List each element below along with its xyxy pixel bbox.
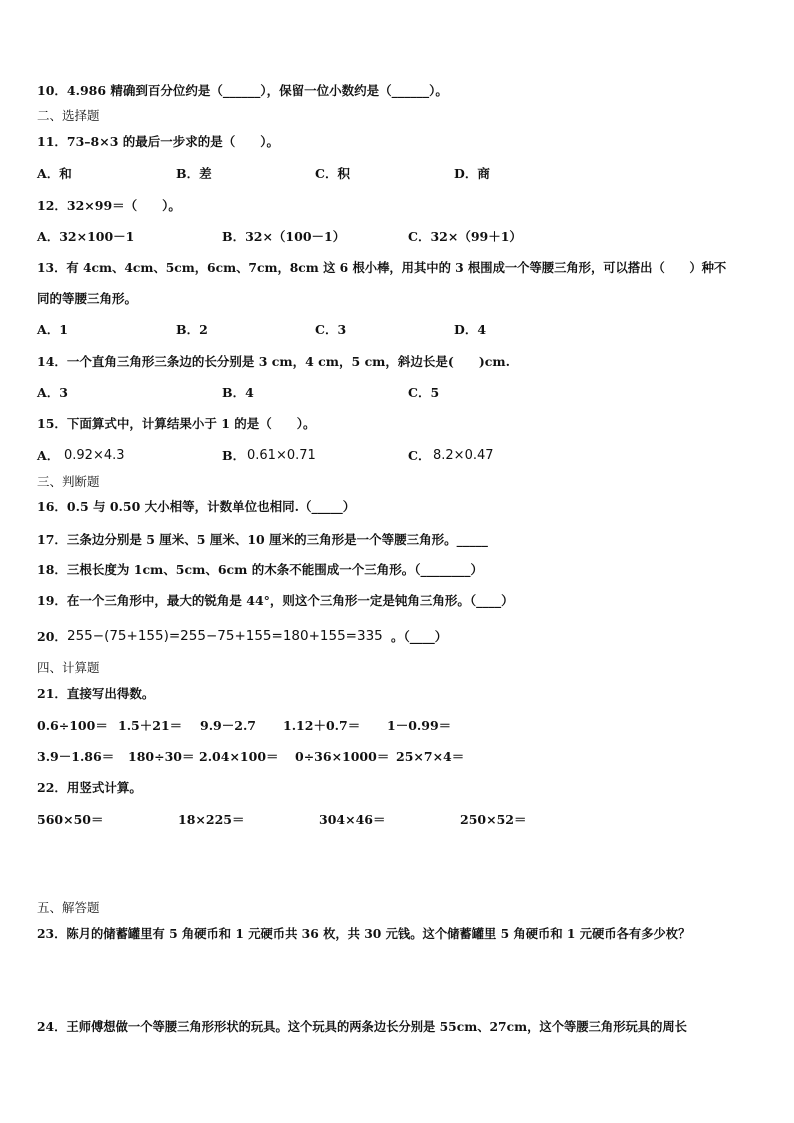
question-23: 23．陈月的储蓄罐里有 5 角硬币和 1 元硬币共 36 枚，共 30 元钱。这个储蓄罐里 5 角硬币和 1 元硬币各有多少枚？: [37, 926, 691, 941]
q22-item: 304×46＝: [319, 812, 386, 827]
q14-option-b: B．4: [222, 385, 254, 400]
q21-item: 9.9－2.7: [200, 718, 256, 733]
q22-item: 18×225＝: [178, 812, 245, 827]
q21-item: 180÷30＝: [128, 749, 195, 764]
section-4-heading: 四、计算题: [37, 660, 100, 675]
question-16: 16．0.5 与 0.50 大小相等，计数单位也相同.（_____）: [37, 499, 356, 514]
q15-option-a: A．: [37, 448, 60, 463]
question-13-line-2: 同的等腰三角形。: [37, 291, 138, 306]
q13-option-b: B．2: [176, 322, 208, 337]
q15-option-c: C．: [408, 448, 431, 463]
question-20-tail: 。（____）: [391, 629, 448, 644]
q11-option-d: D．商: [454, 166, 490, 181]
q11-option-b: B．差: [176, 166, 212, 181]
q15-option-a-expr: 0.92×4.3: [64, 448, 125, 463]
q14-option-a: A．3: [37, 385, 68, 400]
question-19: 19．在一个三角形中，最大的锐角是 44°，则这个三角形一定是钝角三角形。（____）: [37, 593, 514, 608]
q13-option-a: A．1: [37, 322, 68, 337]
q21-item: 0.6÷100＝: [37, 718, 108, 733]
q12-option-b: B．32×（100－1）: [222, 229, 346, 244]
q11-option-a: A．和: [37, 166, 72, 181]
q21-item: 1－0.99＝: [387, 718, 452, 733]
question-14: 14．一个直角三角形三条边的长分别是 3 cm，4 cm，5 cm，斜边长是( )cm.: [37, 354, 510, 369]
section-3-heading: 三、判断题: [37, 474, 100, 489]
question-17: 17．三条边分别是 5 厘米、5 厘米、10 厘米的三角形是一个等腰三角形。_____: [37, 532, 488, 547]
q13-option-c: C．3: [315, 322, 347, 337]
q22-item: 250×52＝: [460, 812, 527, 827]
q21-item: 3.9－1.86＝: [37, 749, 115, 764]
q22-item: 560×50＝: [37, 812, 104, 827]
q11-option-c: C．积: [315, 166, 350, 181]
question-20-expression: 255−(75+155)=255−75+155=180+155=335: [67, 628, 383, 644]
q21-item: 25×7×4＝: [396, 749, 465, 764]
q21-item: 1.12＋0.7＝: [283, 718, 361, 733]
question-22: 22．用竖式计算。: [37, 780, 142, 795]
section-5-heading: 五、解答题: [37, 900, 100, 915]
question-18: 18．三根长度为 1cm、5cm、6cm 的木条不能围成一个三角形。（________）: [37, 562, 483, 577]
section-2-heading: 二、选择题: [37, 108, 100, 123]
question-24: 24．王师傅想做一个等腰三角形形状的玩具。这个玩具的两条边长分别是 55cm、27cm，这个等腰三角形玩具的周长: [37, 1019, 687, 1034]
q13-option-d: D．4: [454, 322, 487, 337]
q15-option-c-expr: 8.2×0.47: [433, 448, 494, 463]
question-13-line-1: 13．有 4cm、4cm、5cm，6cm、7cm，8cm 这 6 根小棒，用其中的 3 根围成一个等腰三角形，可以搭出（ ）种不: [37, 260, 727, 275]
q15-option-b: B．: [222, 448, 246, 463]
q12-option-a: A．32×100－1: [37, 229, 135, 244]
q21-item: 0÷36×1000＝: [295, 749, 390, 764]
question-11: 11．73–8×3 的最后一步求的是（ ）。: [37, 134, 280, 149]
question-10: 10．4.986 精确到百分位约是（______），保留一位小数约是（______）。: [37, 83, 448, 98]
q12-option-c: C．32×（99＋1）: [408, 229, 522, 244]
q14-option-c: C．5: [408, 385, 440, 400]
question-15: 15．下面算式中，计算结果小于 1 的是（ ）。: [37, 416, 316, 431]
question-21: 21．直接写出得数。: [37, 686, 155, 701]
question-12: 12．32×99＝（ ）。: [37, 198, 181, 213]
q21-item: 1.5＋21＝: [118, 718, 183, 733]
q15-option-b-expr: 0.61×0.71: [247, 448, 316, 463]
q21-item: 2.04×100＝: [199, 749, 279, 764]
question-20-number: 20．: [37, 629, 67, 644]
